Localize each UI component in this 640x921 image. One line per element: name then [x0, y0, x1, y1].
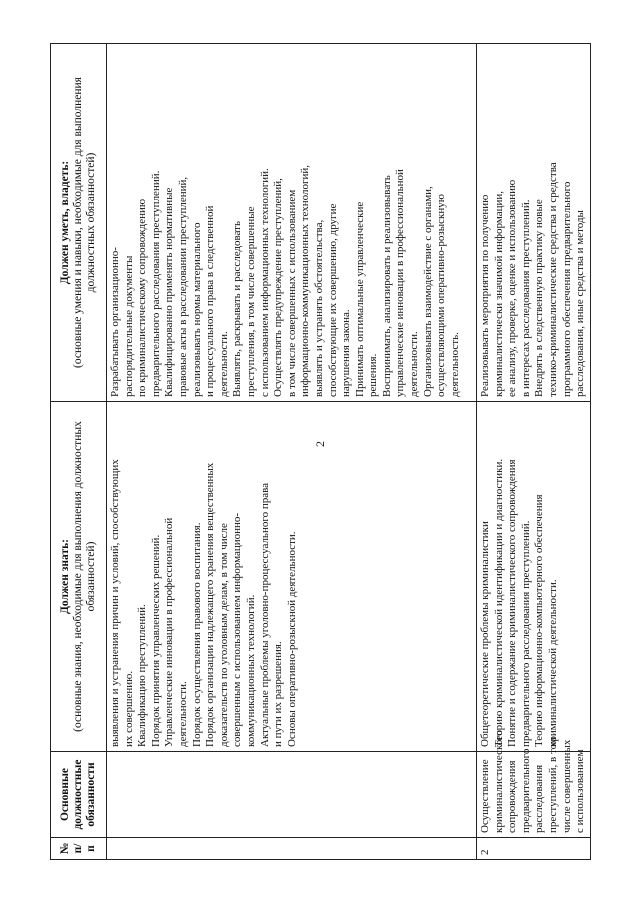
row1-duties	[107, 752, 477, 838]
text-line: Разрабатывать организационно-	[109, 247, 121, 397]
text-line: Управленческие инновации в профессиональной	[163, 517, 176, 747]
header-skills-subtitle: (основные умения и навыки, необходимые для выполнения должностных обязанностей)	[72, 77, 97, 368]
text-line: криминалистического	[492, 730, 505, 833]
text-line: Порядок организации надлежащего хранения вещественных	[204, 462, 217, 747]
text-line: деятельности.	[408, 331, 421, 397]
text-line: их совершению.	[122, 670, 135, 747]
text-line: Общетеоретические проблемы криминалистики	[479, 521, 491, 747]
text-line: и процессуального права в следственной	[204, 205, 217, 397]
text-line: выявлять и устранять обстоятельства,	[312, 219, 325, 397]
text-line: криминалистической деятельности.	[546, 579, 559, 747]
text-line: решения.	[367, 353, 380, 397]
row2-knowledge	[477, 402, 591, 752]
text-line: преступлений, в том	[546, 737, 559, 833]
header-skills	[51, 44, 107, 402]
text-line: в интересах расследования преступлений.	[519, 199, 532, 397]
text-line: совершенным с использованием информационно-	[231, 512, 244, 747]
row1-knowledge	[107, 402, 477, 752]
text-line: Квалифицированно применять нормативные	[163, 187, 176, 397]
text-line: Актуальные проблемы уголовно-процессуального права	[258, 482, 271, 747]
text-line: выявления и устранения причин и условий, способствующих	[109, 459, 121, 747]
row2-skills	[477, 44, 591, 402]
text-line: доказательств по уголовным делам, в том числе	[217, 523, 230, 747]
text-line: Принимать оптимальные управленческие	[353, 201, 366, 397]
text-line: нарушения закона.	[340, 309, 353, 397]
row2-number: 2	[477, 838, 591, 860]
text-line: и пути их разрешения.	[272, 641, 285, 747]
text-line: с использованием информационных технологий.	[258, 168, 271, 397]
text-line: Теорию криминалистической идентификации и диагностики.	[492, 458, 505, 747]
header-knowledge-title: Должен знать:	[59, 539, 71, 615]
header-knowledge	[51, 402, 107, 752]
text-line: правовые акты в расследовании преступлений,	[176, 176, 189, 397]
text-line: с использованием	[574, 749, 587, 833]
table-row	[477, 44, 591, 860]
text-line: ее анализу, проверке, оценке и использованию	[506, 179, 519, 397]
table-header-row	[51, 44, 107, 860]
text-line: программного обеспечения предварительного	[560, 181, 573, 397]
text-line: предварительного	[519, 748, 532, 833]
competency-table	[50, 43, 591, 860]
text-line: Внедрять в следственную практику новые	[533, 199, 546, 397]
text-line: Основы оперативно-розыскной деятельности.	[285, 531, 298, 747]
text-line: сопровождения	[506, 760, 519, 833]
text-line: числе совершенных	[560, 739, 573, 833]
rotated-page-content	[50, 44, 587, 860]
header-knowledge-subtitle: (основные знания, необходимые для выполнения должностных обязанностей)	[72, 421, 97, 732]
text-line: управленческие инновации в профессиональной	[394, 169, 407, 397]
header-skills-title: Должен уметь, владеть:	[59, 160, 71, 285]
text-line: Осуществлять предупреждение преступлений,	[272, 178, 285, 397]
text-line: расследования	[533, 764, 546, 833]
text-line: Порядок осуществления правового воспитания.	[190, 522, 203, 747]
text-line: Выявлять, раскрывать и расследовать	[231, 220, 244, 397]
text-line: в том числе совершенных с использованием	[285, 189, 298, 397]
text-line: Квалификацию преступлений.	[136, 604, 149, 747]
text-line: деятельности.	[217, 331, 230, 397]
text-line: технико-криминалистические средства и средства	[546, 162, 559, 397]
text-line: Реализовывать мероприятия по получению	[479, 194, 491, 397]
page-number: 2	[313, 441, 327, 447]
text-line: предварительного расследования преступлений.	[149, 170, 162, 397]
text-line: по криминалистическому сопровождению	[136, 198, 149, 397]
text-line: Осуществление	[479, 759, 491, 833]
text-line: способствующие их совершению, другие	[326, 203, 339, 397]
text-line: расследования, иные средства и методы	[574, 210, 587, 397]
text-line: реализовывать нормы материального	[190, 222, 203, 397]
text-line: деятельности.	[176, 681, 189, 747]
row1-number	[107, 838, 477, 860]
table-row	[107, 44, 477, 860]
text-line: Порядок принятия управленческих решений.	[149, 534, 162, 747]
text-line: Теорию информационно-компьютерного обеспечения	[533, 494, 546, 747]
text-line: Понятие и содержание криминалистического сопровождения	[506, 459, 519, 747]
text-line: информационно-коммуникационных технологий,	[299, 164, 312, 397]
text-line: предварительного расследования преступлений.	[519, 520, 532, 747]
text-line: Воспринимать, анализировать и реализовывать	[380, 175, 393, 397]
text-line: осуществляющими оперативно-розыскную	[435, 194, 448, 397]
text-line: криминалистически значимой информации,	[492, 190, 505, 397]
row1-skills	[107, 44, 477, 402]
text-line: распорядительные документы	[122, 255, 135, 397]
header-duties: Основные должностные обязанности	[51, 752, 107, 838]
header-number: № п/п	[51, 838, 107, 860]
row2-duties	[477, 730, 591, 838]
text-line: Организовывать взаимодействие с органами,	[421, 186, 434, 397]
text-line: коммуникационных технологий.	[244, 594, 257, 747]
text-line: преступления, в том числе совершенные	[244, 206, 257, 397]
text-line: деятельность.	[448, 332, 461, 397]
